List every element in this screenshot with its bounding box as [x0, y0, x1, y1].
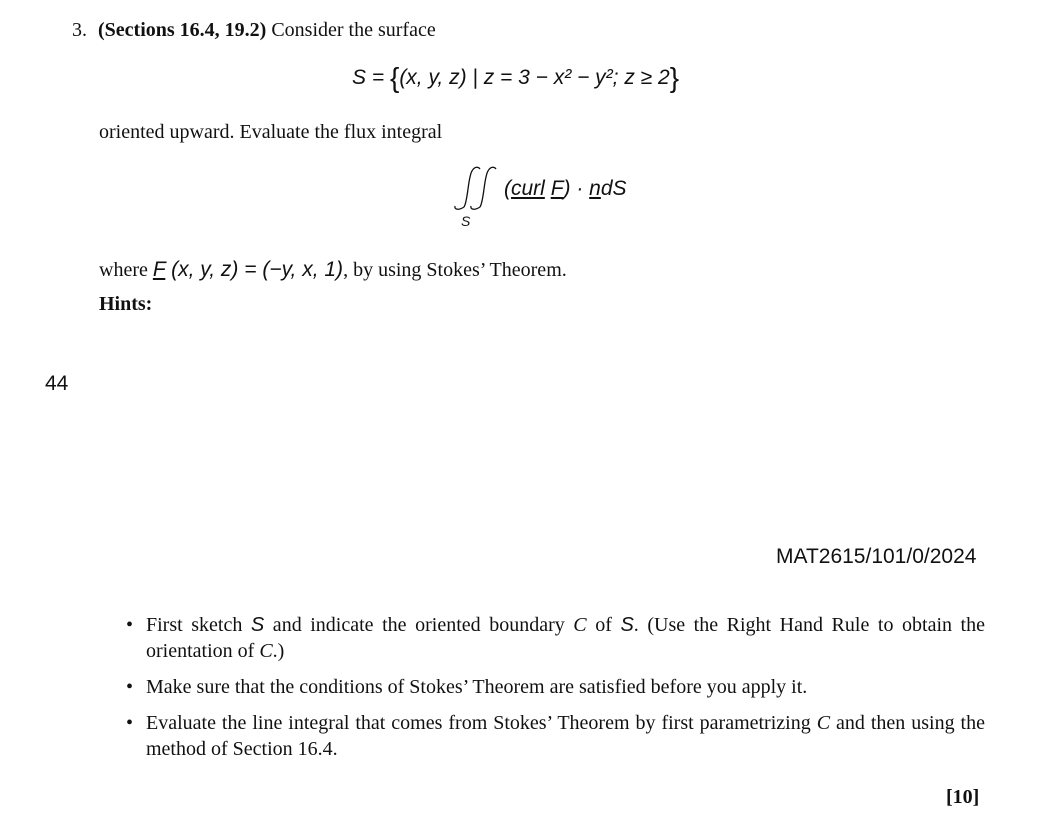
field-def: (x, y, z) = (−y, x, 1) [165, 258, 344, 281]
flux-integral [448, 163, 648, 233]
vector-F: F [550, 177, 564, 200]
bullet-icon: • [126, 712, 134, 734]
surface-set: (x, y, z) | z = 3 − x² − y²; z ≥ 2 [399, 66, 670, 89]
field-F: F [152, 258, 166, 281]
vector-field-definition [99, 258, 567, 282]
hints-list [125, 612, 985, 772]
integrand: (curl F) · ndS [504, 177, 627, 200]
hint-text: First sketch [146, 614, 251, 636]
hint-text: of [586, 614, 621, 636]
math-C: C [816, 712, 831, 734]
math-S: S [250, 614, 265, 636]
course-code: MAT2615/101/0/2024 [776, 545, 977, 568]
hints-label: Hints: [99, 293, 153, 315]
surface-element: dS [600, 177, 627, 200]
hint-text: and indicate the oriented boundary [264, 614, 574, 636]
hint-text: .) [272, 640, 285, 662]
math-C: C [259, 640, 273, 662]
where-suffix: , by using Stokes’ Theorem. [343, 259, 567, 281]
list-item [125, 612, 985, 664]
page-number: 44 [45, 372, 69, 395]
right-brace: } [669, 62, 680, 93]
question-intro: Consider the surface [271, 19, 436, 41]
question-number: 3. [72, 19, 87, 41]
math-S: S [620, 614, 634, 636]
bullet-icon: • [126, 676, 134, 698]
normal-n: n [589, 177, 601, 200]
hint-text: Make sure that the conditions of Stokes’ Theorem are satisfied before you apply it. [146, 676, 808, 698]
integral-subscript: S [461, 213, 471, 229]
question-header [72, 19, 436, 42]
marks: [10] [946, 786, 980, 808]
list-item [125, 710, 985, 762]
hint-text: . (Use the Right Hand Rule to obtain the orientation of [146, 614, 985, 662]
curl-text: curl [511, 177, 545, 200]
orientation-text: oriented upward. Evaluate the flux integral [99, 121, 443, 143]
list-item [125, 674, 985, 700]
bullet-icon: • [126, 614, 134, 636]
hint-text: and then using the method of Section 16.4. [146, 712, 985, 760]
surface-equation [352, 62, 679, 94]
surface-lhs: S = [352, 66, 390, 89]
left-brace: { [389, 62, 400, 93]
section-reference: (Sections 16.4, 19.2) [98, 19, 267, 41]
where-prefix: where [99, 259, 153, 281]
double-integral-sign [448, 163, 508, 223]
hint-text: Evaluate the line integral that comes from Stokes’ Theorem by first parametrizing [146, 712, 817, 734]
math-C: C [573, 614, 587, 636]
